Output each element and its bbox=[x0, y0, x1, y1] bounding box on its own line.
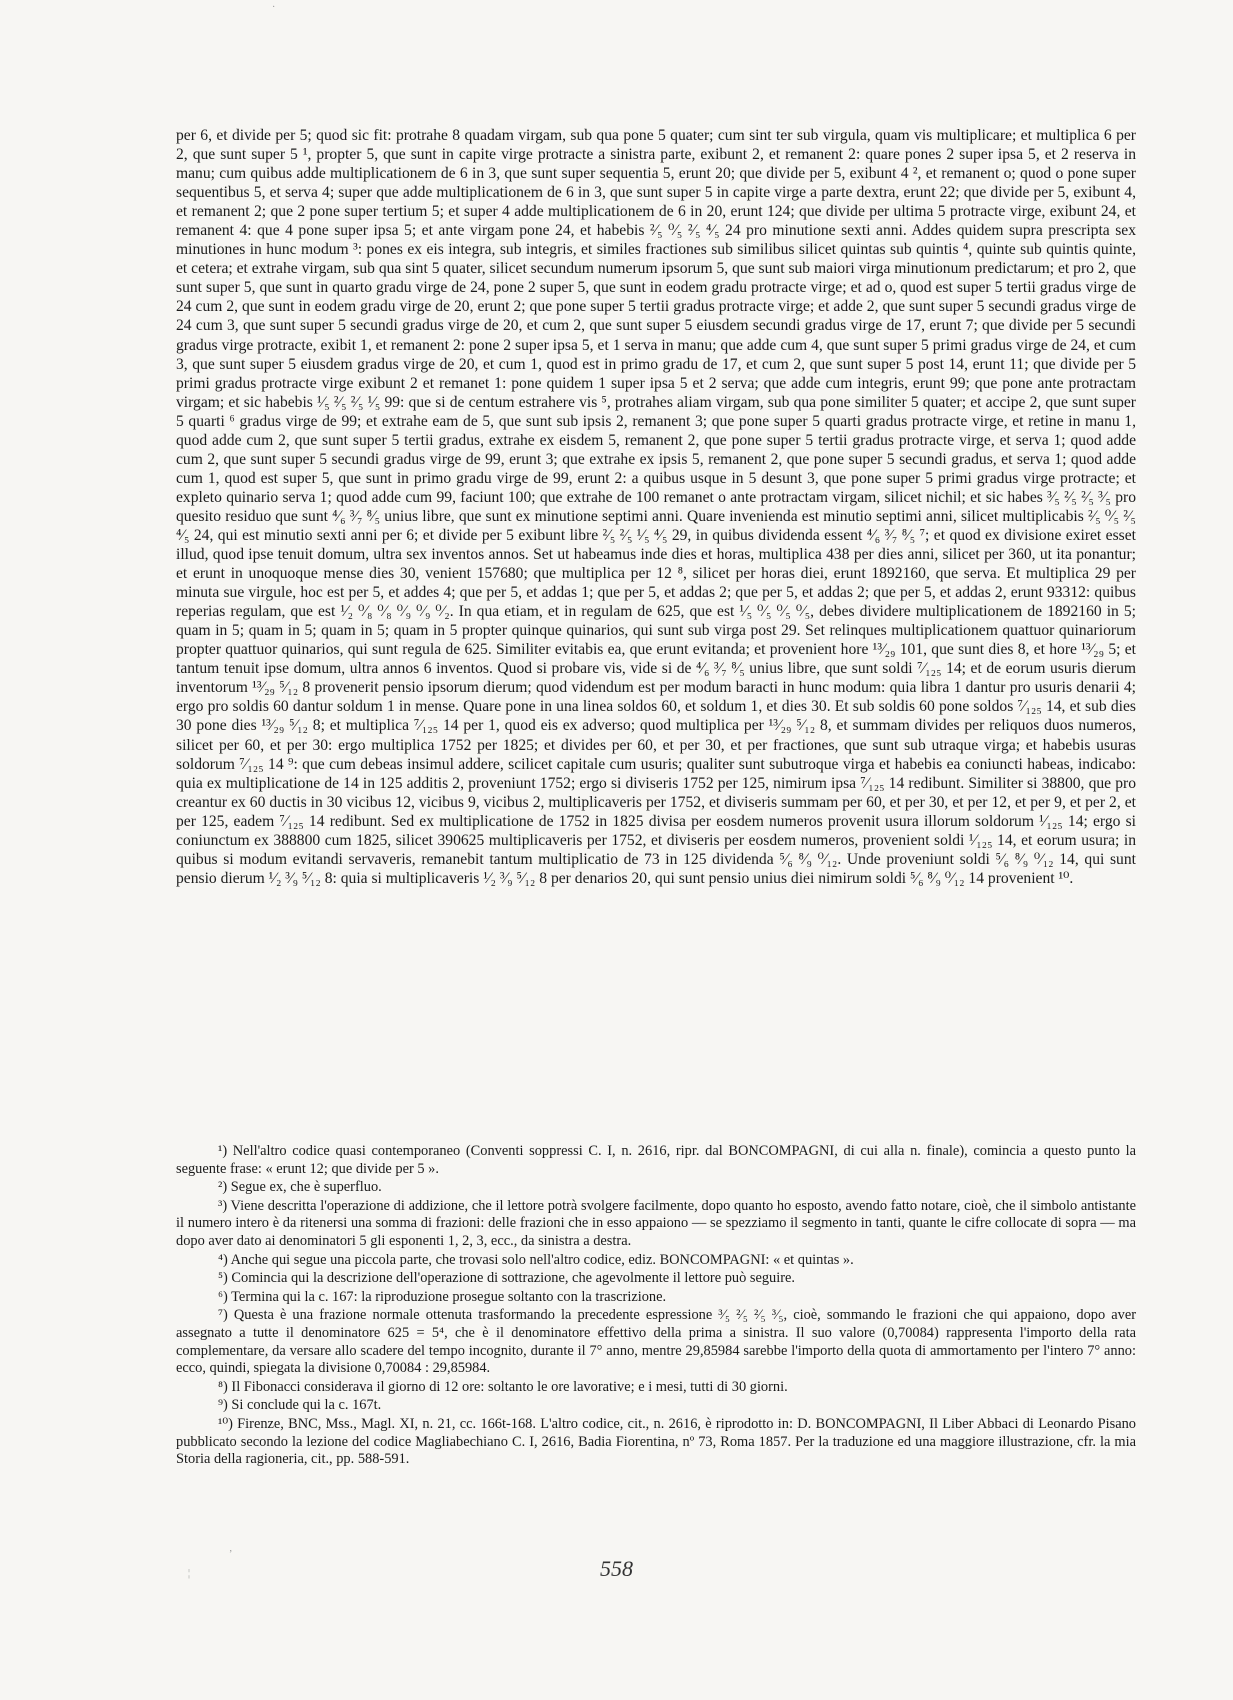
footnote-7: ⁷) Questa è una frazione normale ottenuta trasformando la precedente espressione ³⁄₅ ²⁄₅ ²⁄₅ ³⁄₅, cioè, sommando le frazioni che qui appaiono, dopo aver assegnato a tutte il denominatore 625 = 5⁴, che è il denominatore effettivo della prima a sinistra. Il suo valore (0,70084) rappresenta l'importo della rata complementare, da versare allo scadere del tempo incognito, durante il 7° anno, mentre 29,85984 sarebbe l'importo della quota di ammortamento per l'intero 7° anno: ecco, quindi, spiegata la divisione 0,70084 : 29,85984. bbox=[176, 1307, 1136, 1377]
footnote-9: ⁹) Si conclude qui la c. 167t. bbox=[218, 1397, 382, 1414]
footnote-4: ⁴) Anche qui segue una piccola parte, che trovasi solo nell'altro codice, ediz. BONCOMPAGNI: « et quintas ». bbox=[218, 1251, 854, 1268]
footnote-5: ⁵) Comincia qui la descrizione dell'operazione di sottrazione, che agevolmente il lettore può seguire. bbox=[218, 1270, 796, 1287]
scan-mark: ʼ bbox=[229, 1549, 233, 1560]
footnote-6: ⁶) Termina qui la c. 167: la riproduzione prosegue soltanto con la trascrizione. bbox=[218, 1288, 667, 1305]
scan-mark: ¦ bbox=[188, 1568, 191, 1579]
page-number: 558 bbox=[600, 1556, 633, 1581]
scan-mark: · bbox=[272, 2, 276, 13]
footnote-10: ¹⁰) Firenze, BNC, Mss., Magl. XI, n. 21, cc. 166t-168. L'altro codice, cit., n. 2616, è riprodotto in: D. BONCOMPAGNI, Il Liber Abbaci di Leonardo Pisano pubblicato secondo la lezione del codice Magliabechiano C. I, 2616, Badia Fiorentina, nº 73, Roma 1857. Per la traduzione ed una maggiore illustrazione, cfr. la mia Storia della ragioneria, cit., pp. 588-591. bbox=[176, 1415, 1136, 1468]
footnote-2: ²) Segue ex, che è superfluo. bbox=[218, 1179, 382, 1196]
footnotes-block bbox=[176, 1143, 1136, 1470]
footnote-8: ⁸) Il Fibonacci considerava il giorno di 12 ore: soltanto le ore lavorative; e i mesi, tutti di 30 giorni. bbox=[218, 1378, 788, 1395]
footnote-1: ¹) Nell'altro codice quasi contemporaneo (Conventi soppressi C. I, n. 2616, ripr. dal BONCOMPAGNI, di cui alla n. finale), comincia a questo punto la seguente frase: « erunt 12; que divide per 5 ». bbox=[176, 1143, 1136, 1177]
footnote-3: ³) Viene descritta l'operazione di addizione, che il lettore potrà svolgere facilmente, dopo quanto ho esposto, avendo fatto notare, cioè, che il simbolo antistante il numero intero è da ritenersi una somma di frazioni: delle frazioni che in esso appaiono — se spezziamo il segmento in tanti, quante le cifre collocate di sopra — ma dopo aver dato ai denominatori 5 gli esponenti 1, 2, 3, ecc., da sinistra a destra. bbox=[176, 1197, 1136, 1249]
main-text-block bbox=[176, 126, 1136, 888]
latin-body-paragraph: per 6, et divide per 5; quod sic fit: protrahe 8 quadam virgam, sub qua pone 5 quater; cum sint ter sub virgula, quam vis multiplicare; et multiplica 6 per 2, que sunt super 5 ¹, propter 5, que sunt in capite virge protracte a sinistra parte, exibunt 2, et remanent 2: quare pones 2 super ipsa 5, et 2 reserva in manu; cum quibus adde multiplicationem de 6 in 3, que sunt super sequentia 5, erunt 20; que divide per 5, exibunt 4 ², et remanent o; quod o pone super sequentibus 5, et serva 4; super que adde multiplicationem de 6 in 3, que sunt super 5 in capite virge a parte dextra, erunt 22; que divide per 5, exibunt 4, et remanent 2; que 2 pone super tertium 5; et super 4 adde multiplicationem de 6 in 20, erunt 124; que divide per ultima 5 protracte virge, exibunt 24, et remanent 4: que 4 pone super ipsa 5; et ante virgam pone 24, et habebis ²⁄₅ ⁰⁄₅ ²⁄₅ ⁴⁄₅ 24 pro minutione sexti anni. Addes quidem supra prescripta sex minutiones in hunc modum ³: pones ex eis integra, sub integris, et similes fractiones sub similibus silicet quintas sub quintis ⁴, quinte sub quintis quinte, et cetera; et extrahe virgam, sub qua sint 5 quater, silicet secundum numerum ipsorum 5, que sunt sub maiori virga minutionum predictarum; et pro 2, que sunt super 5, que sunt in quarto gradu virge de 24, pone 2 super 5, que sunt in eodem gradu protracte virge; et ad o, quod est super 5 tertii gradus virge de 24 cum 2, que sunt in eodem gradu virge de 20, erunt 2; que pone super 5 tertii gradus protracte virge; et adde 2, que sunt super 5 secundi gradus virge de 24 cum 3, que sunt super 5 secundi gradus virge de 20, et cum 2, que sunt super 5 eiusdem secundi gradus virge de 17, erunt 7; que divide per 5 secundi gradus virge protracte, exibit 1, et remanent 2: pone 2 super ipsa 5, et 1 serva in manu; que adde cum 4, que sunt super 5 primi gradus virge de 24, et cum 3, que sunt super 5 eiusdem gradus virge de 20, et cum 1, quod est in primo gradu de 17, et cum 2, que sunt super 5 post 14, erunt 11; que divide per 5 primi gradus protracte virge exibunt 2 et remanet 1: pone quidem 1 super ipsa 5 et 2 serva; que adde cum integris, erunt 99; que pone ante protractam virgam; et sic habebis ¹⁄₅ ²⁄₅ ²⁄₅ ¹⁄₅ 99: que si de centum estrahere vis ⁵, protrahes aliam virgam, sub qua pone similiter 5 quater; et accipe 2, que sunt super 5 quarti ⁶ gradus virge de 99; et extrahe eam de 5, que sunt sub ipsis 2, remanent 3; que pone super 5 quarti gradus protracte virge, et retine in manu 1, quod adde cum 2, que sunt super 5 tertii gradus, extrahe ex eisdem 5, remanent 2, que pone super 5 tertii gradus protracte virge, et serva 1; quod adde cum 2, que sunt super 5 secundi gradus virge de 99, erunt 3; que extrahe ex ipsis 5, remanent 2, que pone super 5 secundi gradus, et serva 1; quod adde cum 1, quod est super 5, que sunt in primo gradu virge de 99, erunt 2: a quibus usque in 5 desunt 3, que pone super 5 primi gradus virge protracte; et expleto quinario serva 1; quod adde cum 99, faciunt 100; que extrahe de 100 remanet o ante protractam virgam, silicet nichil; et sic habes ³⁄₅ ²⁄₅ ²⁄₅ ³⁄₅ pro quesito residuo que sunt ⁴⁄₆ ³⁄₇ ⁸⁄₅ unius libre, que sunt ex minutione septimi anni. Quare invenienda est minutio septimi anni, silicet multiplicabis ²⁄₅ ⁰⁄₅ ²⁄₅ ⁴⁄₅ 24, qui est minutio sexti anni per 6; et divide per 5 exibunt libre ²⁄₅ ²⁄₅ ¹⁄₅ ⁴⁄₅ 29, in quibus dividenda essent ⁴⁄₆ ³⁄₇ ⁸⁄₅ ⁷; et quod ex divisione exiret esset illud, quod ipse tenuit domum, ultra sex inventos annos. Set ut habeamus inde dies et horas, multiplica 438 per dies anni, silicet per 360, ut ita ponantur; et erunt in unoquoque mense dies 30, venient 157680; que multiplica per 12 ⁸, silicet per horas diei, erunt 1892160, que serva. Et multiplica 29 per minuta sue virgule, hoc est per 5, et addes 4; que per 5, et addas 1; que per 5, et addas 2; que per 5, et addas 2; que per 5, et addas 2, erunt 93312: quibus reperias regulam, que est ¹⁄₂ ⁰⁄₈ ⁰⁄₈ ⁰⁄₉ ⁰⁄₉ ⁰⁄₂. In qua etiam, et in regulam de 625, que est ¹⁄₅ ⁰⁄₅ ⁰⁄₅ ⁰⁄₅, debes dividere multiplicationem de 1892160 in 5; quam in 5; quam in 5; quam in 5; quam in 5 propter quinque quinarios, qui sunt sub virga post 29. Set relinques multiplicationem quattuor quinariorum propter quattuor quinarios, qui sunt regula de 625. Similiter evitabis ea, que erunt evitanda; et provenient hore ¹³⁄₂₉ 101, que sunt dies 8, et hore ¹³⁄₂₉ 5; et tantum tenuit ipse domum, ultra annos 6 inventos. Quod si probare vis, vide si de ⁴⁄₆ ³⁄₇ ⁸⁄₅ unius libre, que sunt soldi ⁷⁄₁₂₅ 14; et de eorum usuris dierum inventorum ¹³⁄₂₉ ⁵⁄₁₂ 8 provenerit pensio ipsorum dierum; quod videndum est per modum baracti in hunc modum: quia libra 1 dantur pro usuris denarii 4; ergo pro soldis 60 dantur soldum 1 in mense. Quare pone in una linea soldos 60, et soldum 1, et dies 30. Et sub soldis 60 pone soldos ⁷⁄₁₂₅ 14, et sub dies 30 pone dies ¹³⁄₂₉ ⁵⁄₁₂ 8; et multiplica ⁷⁄₁₂₅ 14 per 1, quod eis ex adverso; quod multiplica per ¹³⁄₂₉ ⁵⁄₁₂ 8, et summam divides per reliquos duos numeros, silicet per 60, et per 30: ergo multiplica 1752 per 1825; et divides per 60, et per 30, et per fractiones, que sunt sub utraque virga; et habebis usuras soldorum ⁷⁄₁₂₅ 14 ⁹: que cum debeas insimul addere, scilicet capitale cum usuris; qualiter sunt subutroque virga et habebis ea coniuncti habeas, indicabo: quia ex multiplicatione de 14 in 125 additis 2, proveniunt 1752; ergo si diviseris 1752 per 125, nimirum ipsa ⁷⁄₁₂₅ 14 redibunt. Similiter si 38800, que pro creantur ex 60 ductis in 30 vicibus 12, vicibus 9, vicibus 2, multiplicaveris per 1752, et diviseris summam per 60, et per 30, et per 12, et per 9, et per 2, et per 125, eadem ⁷⁄₁₂₅ 14 redibunt. Sed ex multiplicatione de 1752 in 1825 divisa per eosdem numeros provenit usura illorum soldorum ¹⁄₁₂₅ 14; ergo si coniunctum ex 388800 cum 1825, silicet 390625 multiplicaveris per 1752, et diviseris per eosdem numeros, provenient soldi ¹⁄₁₂₅ 14, et eorum usura; in quibus si modum evitandi servaveris, remanebit tantum multiplicatio de 73 in 125 dividenda ⁵⁄₆ ⁸⁄₉ ⁰⁄₁₂. Unde proveniunt soldi ⁵⁄₆ ⁸⁄₉ ⁰⁄₁₂ 14, qui sunt pensio dierum ¹⁄₂ ³⁄₉ ⁵⁄₁₂ 8: quia si multiplicaveris ¹⁄₂ ³⁄₉ ⁵⁄₁₂ 8 per denarios 20, qui sunt pensio unius diei nimirum soldi ⁵⁄₆ ⁸⁄₉ ⁰⁄₁₂ 14 provenient ¹⁰. bbox=[176, 127, 1136, 887]
